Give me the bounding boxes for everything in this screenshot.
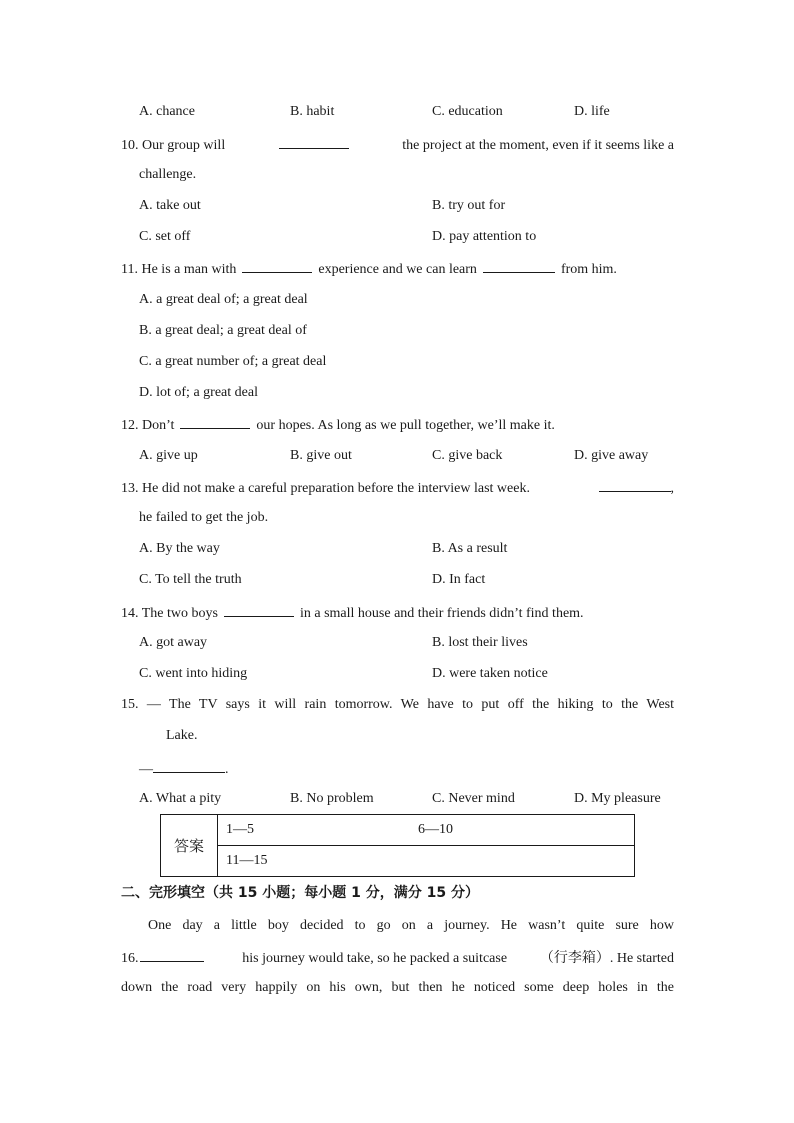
q10-option-c: C. set off: [139, 229, 191, 244]
q15-option-a: A. What a pity: [139, 791, 222, 806]
q10-blank: [279, 135, 349, 149]
answer-row-1[interactable]: [218, 815, 635, 846]
q13-continuation: he failed to get the job.: [139, 510, 269, 525]
q13-stem-end: ,: [670, 481, 674, 496]
q9-option-a: A. chance: [139, 104, 195, 119]
q11-blank-2: [483, 259, 555, 273]
q11-blank-1: [242, 259, 312, 273]
q15-blank: [153, 759, 225, 773]
q12-option-b: B. give out: [290, 448, 352, 463]
q14-stem-end: in a small house and their friends didn’t find them.: [299, 606, 584, 621]
q11-stem-mid: experience and we can learn: [318, 262, 477, 277]
q15-continuation: Lake.: [166, 728, 198, 743]
q9-option-c: C. education: [432, 104, 503, 119]
answer-row-2[interactable]: [218, 846, 635, 877]
q10-question: [121, 135, 674, 155]
q13-option-a: A. By the way: [139, 541, 220, 556]
q11-option-d: D. lot of; a great deal: [139, 385, 258, 400]
q15-option-c: C. Never mind: [432, 791, 515, 806]
q11-option-a: A. a great deal of; a great deal: [139, 292, 308, 307]
passage-line-2-text: his journey would take, so he packed a suitcase: [242, 951, 508, 966]
q14-question: [121, 603, 584, 623]
passage-line-2-end: . He started: [609, 951, 674, 966]
q11-question: [121, 259, 617, 279]
answer-range-6-10: 6—10: [418, 822, 453, 837]
q9-option-b: B. habit: [290, 104, 335, 119]
q11-stem-end: from him.: [560, 262, 617, 277]
section-heading: 二、完形填空（共 15 小题；每小题 1 分，满分 15 分）: [121, 885, 479, 901]
q14-blank: [224, 603, 294, 617]
q12-stem-start: 12. Don’t: [121, 418, 175, 433]
passage-line-2: [121, 948, 674, 968]
q10-option-a: A. take out: [139, 198, 201, 213]
q12-blank: [180, 415, 250, 429]
q12-stem-end: our hopes. As long as we pull together, we’ll make it.: [256, 418, 555, 433]
q16-blank: [140, 948, 204, 962]
q13-question: [121, 478, 674, 498]
q15-response: [139, 759, 229, 779]
passage-line-3: down the road very happily on his own, but then he noticed some deep holes in the: [121, 980, 674, 995]
q15-option-b: B. No problem: [290, 791, 374, 806]
answer-range-1-5: 1—5: [226, 822, 254, 837]
q14-option-c: C. went into hiding: [139, 666, 248, 681]
q14-option-d: D. were taken notice: [432, 666, 548, 681]
passage-q16-number: 16.: [121, 951, 139, 966]
q13-option-c: C. To tell the truth: [139, 572, 242, 587]
q14-option-a: A. got away: [139, 635, 208, 650]
q15-period: .: [225, 762, 229, 777]
q14-stem-start: 14. The two boys: [121, 606, 218, 621]
q12-option-c: C. give back: [432, 448, 503, 463]
passage-line-1: One day a little boy decided to go on a journey. He wasn’t quite sure how: [148, 918, 674, 933]
answer-range-11-15: 11—15: [226, 853, 268, 868]
answer-table-label: 答案: [161, 815, 218, 877]
q12-option-a: A. give up: [139, 448, 198, 463]
q15-option-d: D. My pleasure: [574, 791, 661, 806]
q11-stem-start: 11. He is a man with: [121, 262, 237, 277]
q11-option-c: C. a great number of; a great deal: [139, 354, 327, 369]
q10-stem-end: the project at the moment, even if it seems like a: [402, 138, 674, 153]
q10-stem-start: 10. Our group will: [121, 138, 226, 153]
q11-option-b: B. a great deal; a great deal of: [139, 323, 307, 338]
q12-option-d: D. give away: [574, 448, 649, 463]
passage-suitcase-note: （行李箱）: [539, 950, 610, 966]
q10-continuation: challenge.: [139, 167, 197, 182]
q15-dash: —: [139, 762, 153, 777]
q14-option-b: B. lost their lives: [432, 635, 528, 650]
q9-option-d: D. life: [574, 104, 610, 119]
q13-option-d: D. In fact: [432, 572, 486, 587]
q13-stem-start: 13. He did not make a careful preparation before the interview last week.: [121, 481, 530, 496]
q12-question: [121, 415, 555, 435]
q15-question: 15. — The TV says it will rain tomorrow. We have to put off the hiking to the West: [121, 697, 674, 712]
q10-option-b: B. try out for: [432, 198, 506, 213]
q13-blank: [599, 478, 671, 492]
q13-option-b: B. As a result: [432, 541, 508, 556]
answer-table: [160, 814, 635, 877]
q10-option-d: D. pay attention to: [432, 229, 537, 244]
